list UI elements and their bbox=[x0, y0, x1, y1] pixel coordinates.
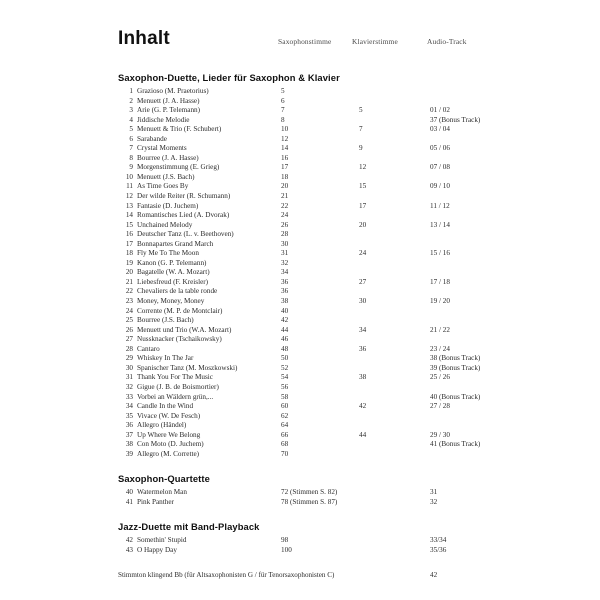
toc-entry bbox=[40, 393, 560, 403]
page-header bbox=[40, 28, 560, 62]
toc-entry bbox=[40, 211, 560, 221]
section-heading-duette: Saxophon-Duette, Lieder für Saxophon & Klavier bbox=[118, 72, 340, 83]
entry-title: Corrente (M. P. de Montclair) bbox=[137, 306, 223, 315]
entry-number: 37 bbox=[125, 430, 133, 439]
entry-title: Menuett (J.S. Bach) bbox=[137, 172, 195, 181]
entry-audio-track: 17 / 18 bbox=[430, 277, 450, 286]
entry-saxophone-page: 30 bbox=[281, 239, 289, 248]
entry-saxophone-page: 58 bbox=[281, 392, 289, 401]
toc-entry bbox=[40, 173, 560, 183]
entry-number: 20 bbox=[125, 268, 133, 277]
entry-saxophone-page: 68 bbox=[281, 440, 289, 449]
entry-title: Spanischer Tanz (M. Moszkowski) bbox=[137, 363, 238, 372]
entry-saxophone-page: 8 bbox=[281, 115, 285, 124]
entry-title: Deutscher Tanz (L. v. Beethoven) bbox=[137, 230, 234, 239]
entry-piano-page: 9 bbox=[359, 144, 363, 153]
toc-entry bbox=[40, 182, 560, 192]
entry-number: 8 bbox=[129, 153, 133, 162]
entry-list-duette bbox=[40, 87, 560, 459]
toc-entry bbox=[40, 268, 560, 278]
entry-audio-track: 35/36 bbox=[430, 545, 447, 554]
entry-number: 32 bbox=[125, 382, 133, 391]
entry-audio-track: 39 (Bonus Track) bbox=[430, 363, 481, 372]
entry-saxophone-page: 42 bbox=[281, 316, 289, 325]
entry-title: Der wilde Reiter (R. Schumann) bbox=[137, 192, 231, 201]
entry-audio-track: 01 / 02 bbox=[430, 106, 450, 115]
entry-number: 34 bbox=[125, 402, 133, 411]
entry-saxophone-page: 50 bbox=[281, 354, 289, 363]
entry-title: Sarabande bbox=[137, 134, 167, 143]
page-title: Inhalt bbox=[118, 28, 170, 49]
entry-audio-track: 40 (Bonus Track) bbox=[430, 392, 481, 401]
entry-title: Pink Panther bbox=[137, 497, 174, 506]
entry-title: Romantisches Lied (A. Dvorak) bbox=[137, 211, 230, 220]
entry-audio-track: 27 / 28 bbox=[430, 402, 450, 411]
entry-number: 22 bbox=[125, 287, 133, 296]
entry-number: 6 bbox=[129, 134, 133, 143]
entry-number: 21 bbox=[125, 277, 133, 286]
toc-entry bbox=[40, 249, 560, 259]
entry-audio-track: 19 / 20 bbox=[430, 297, 450, 306]
entry-saxophone-page: 6 bbox=[281, 96, 285, 105]
toc-entry bbox=[40, 202, 560, 212]
entry-number: 30 bbox=[125, 363, 133, 372]
entry-audio-track: 23 / 24 bbox=[430, 344, 450, 353]
entry-title: Vorbei an Wäldern grün,... bbox=[137, 392, 214, 401]
entry-number: 29 bbox=[125, 354, 133, 363]
toc-entry bbox=[40, 345, 560, 355]
toc-entry bbox=[40, 240, 560, 250]
entry-number: 33 bbox=[125, 392, 133, 401]
entry-number: 13 bbox=[125, 201, 133, 210]
entry-piano-page: 24 bbox=[359, 249, 367, 258]
toc-entry bbox=[40, 326, 560, 336]
entry-number: 10 bbox=[125, 172, 133, 181]
toc-entry bbox=[40, 106, 560, 116]
toc-entry bbox=[40, 383, 560, 393]
entry-title: Up Where We Belong bbox=[137, 430, 201, 439]
entry-audio-track: 07 / 08 bbox=[430, 163, 450, 172]
entry-title: Bonnapartes Grand March bbox=[137, 239, 214, 248]
entry-piano-page: 12 bbox=[359, 163, 367, 172]
entry-saxophone-page: 100 bbox=[281, 545, 292, 554]
entry-title: Whiskey In The Jar bbox=[137, 354, 194, 363]
footnote-row bbox=[40, 571, 560, 581]
entry-saxophone-page: 64 bbox=[281, 421, 289, 430]
entry-audio-track: 29 / 30 bbox=[430, 430, 450, 439]
toc-entry bbox=[40, 230, 560, 240]
toc-entry bbox=[40, 116, 560, 126]
entry-number: 5 bbox=[129, 125, 133, 134]
entry-number: 27 bbox=[125, 335, 133, 344]
entry-title: Fly Me To The Moon bbox=[137, 249, 199, 258]
column-header-piano: Klavierstimme bbox=[352, 37, 398, 46]
entry-saxophone-page: 26 bbox=[281, 220, 289, 229]
entry-title: O Happy Day bbox=[137, 545, 177, 554]
entry-number: 28 bbox=[125, 344, 133, 353]
column-header-audio: Audio-Track bbox=[427, 37, 467, 46]
toc-entry bbox=[40, 316, 560, 326]
entry-number: 38 bbox=[125, 440, 133, 449]
entry-number: 1 bbox=[129, 87, 133, 95]
toc-entry bbox=[40, 154, 560, 164]
entry-number: 14 bbox=[125, 211, 133, 220]
entry-title: Unchained Melody bbox=[137, 220, 193, 229]
toc-entry bbox=[40, 402, 560, 412]
entry-title: Morgenstimmung (E. Grieg) bbox=[137, 163, 220, 172]
toc-entry bbox=[40, 536, 560, 546]
entry-number: 16 bbox=[125, 230, 133, 239]
entry-title: Chevaliers de la table ronde bbox=[137, 287, 218, 296]
entry-piano-page: 44 bbox=[359, 430, 367, 439]
entry-saxophone-page: 54 bbox=[281, 373, 289, 382]
entry-audio-track: 09 / 10 bbox=[430, 182, 450, 191]
toc-entry bbox=[40, 412, 560, 422]
entry-audio-track: 41 (Bonus Track) bbox=[430, 440, 481, 449]
toc-entry bbox=[40, 163, 560, 173]
entry-number: 23 bbox=[125, 297, 133, 306]
entry-audio-track: 25 / 26 bbox=[430, 373, 450, 382]
entry-number: 4 bbox=[129, 115, 133, 124]
entry-saxophone-page: 22 bbox=[281, 201, 289, 210]
entry-audio-track: 37 (Bonus Track) bbox=[430, 115, 481, 124]
entry-saxophone-page: 36 bbox=[281, 287, 289, 296]
entry-saxophone-page: 7 bbox=[281, 106, 285, 115]
toc-entry bbox=[40, 373, 560, 383]
entry-title: Thank You For The Music bbox=[137, 373, 213, 382]
entry-title: Arie (G. P. Telemann) bbox=[137, 106, 201, 115]
entry-number: 17 bbox=[125, 239, 133, 248]
entry-number: 40 bbox=[125, 488, 133, 497]
entry-saxophone-page: 16 bbox=[281, 153, 289, 162]
entry-title: Grazioso (M. Praetorius) bbox=[137, 87, 209, 95]
entry-title: Bagatelle (W. A. Mozart) bbox=[137, 268, 210, 277]
footnote-audio-track: 42 bbox=[430, 570, 438, 579]
entry-saxophone-page: 98 bbox=[281, 536, 289, 545]
entry-title: Bourree (J.S. Bach) bbox=[137, 316, 194, 325]
toc-entry bbox=[40, 450, 560, 460]
toc-entry bbox=[40, 421, 560, 431]
section-heading-jazz-duette: Jazz-Duette mit Band-Playback bbox=[118, 521, 260, 533]
entry-number: 42 bbox=[125, 536, 133, 545]
entry-number: 36 bbox=[125, 421, 133, 430]
entry-saxophone-page: 62 bbox=[281, 411, 289, 420]
toc-entry bbox=[40, 335, 560, 345]
entry-saxophone-page: 52 bbox=[281, 363, 289, 372]
toc-entry bbox=[40, 97, 560, 107]
entry-number: 39 bbox=[125, 449, 133, 458]
entry-title: Con Moto (D. Juchem) bbox=[137, 440, 204, 449]
toc-entry bbox=[40, 144, 560, 154]
entry-title: Somethin' Stupid bbox=[137, 536, 187, 545]
entry-audio-track: 31 bbox=[430, 488, 438, 497]
entry-saxophone-page: 20 bbox=[281, 182, 289, 191]
entry-number: 3 bbox=[129, 106, 133, 115]
entry-title: Kanon (G. P. Telemann) bbox=[137, 258, 207, 267]
entry-saxophone-page: 60 bbox=[281, 402, 289, 411]
entry-number: 43 bbox=[125, 545, 133, 554]
entry-saxophone-page: 44 bbox=[281, 325, 289, 334]
entry-saxophone-page: 18 bbox=[281, 172, 289, 181]
entry-number: 18 bbox=[125, 249, 133, 258]
toc-entry bbox=[40, 307, 560, 317]
entry-title: Vivace (W. De Fesch) bbox=[137, 411, 201, 420]
entry-audio-track: 15 / 16 bbox=[430, 249, 450, 258]
entry-audio-track: 03 / 04 bbox=[430, 125, 450, 134]
entry-saxophone-page: 28 bbox=[281, 230, 289, 239]
entry-saxophone-page: 38 bbox=[281, 297, 289, 306]
toc-entry bbox=[40, 431, 560, 441]
entry-piano-page: 7 bbox=[359, 125, 363, 134]
entry-title: Money, Money, Money bbox=[137, 297, 205, 306]
footnote-text: Stimmton klingend Bb (für Altsaxophonisten G / für Tenorsaxophonisten C) bbox=[118, 570, 335, 579]
entry-title: Allegro (Händel) bbox=[137, 421, 187, 430]
entry-saxophone-page: 24 bbox=[281, 211, 289, 220]
toc-entry bbox=[40, 192, 560, 202]
entry-saxophone-page: 66 bbox=[281, 430, 289, 439]
entry-piano-page: 34 bbox=[359, 325, 367, 334]
entry-number: 26 bbox=[125, 325, 133, 334]
entry-number: 9 bbox=[129, 163, 133, 172]
entry-number: 2 bbox=[129, 96, 133, 105]
entry-saxophone-page: 46 bbox=[281, 335, 289, 344]
entry-number: 19 bbox=[125, 258, 133, 267]
entry-saxophone-page: 14 bbox=[281, 144, 289, 153]
entry-piano-page: 17 bbox=[359, 201, 367, 210]
toc-entry bbox=[40, 546, 560, 556]
entry-list-quartette bbox=[40, 488, 560, 507]
toc-entry bbox=[40, 278, 560, 288]
entry-audio-track: 21 / 22 bbox=[430, 325, 450, 334]
entry-saxophone-page: 32 bbox=[281, 258, 289, 267]
entry-saxophone-page: 72 (Stimmen S. 82) bbox=[281, 488, 338, 497]
entry-saxophone-page: 5 bbox=[281, 87, 285, 95]
toc-entry bbox=[40, 221, 560, 231]
entry-title: Bourree (J. A. Hasse) bbox=[137, 153, 199, 162]
entry-list-jazz-duette bbox=[40, 536, 560, 555]
entry-number: 24 bbox=[125, 306, 133, 315]
entry-title: Nussknacker (Tschaikowsky) bbox=[137, 335, 222, 344]
toc-entry bbox=[40, 364, 560, 374]
entry-number: 25 bbox=[125, 316, 133, 325]
entry-audio-track: 33/34 bbox=[430, 536, 447, 545]
entry-saxophone-page: 12 bbox=[281, 134, 289, 143]
entry-title: Crystal Moments bbox=[137, 144, 187, 153]
entry-piano-page: 15 bbox=[359, 182, 367, 191]
entry-saxophone-page: 48 bbox=[281, 344, 289, 353]
entry-audio-track: 38 (Bonus Track) bbox=[430, 354, 481, 363]
entry-saxophone-page: 21 bbox=[281, 192, 289, 201]
toc-entry bbox=[40, 125, 560, 135]
entry-saxophone-page: 17 bbox=[281, 163, 289, 172]
entry-saxophone-page: 40 bbox=[281, 306, 289, 315]
column-header-saxophone: Saxophonstimme bbox=[278, 37, 332, 46]
entry-piano-page: 30 bbox=[359, 297, 367, 306]
toc-entry bbox=[40, 87, 560, 97]
entry-audio-track: 11 / 12 bbox=[430, 201, 450, 210]
entry-title: Watermelon Man bbox=[137, 488, 187, 497]
entry-number: 7 bbox=[129, 144, 133, 153]
entry-saxophone-page: 56 bbox=[281, 382, 289, 391]
entry-title: Jiddische Melodie bbox=[137, 115, 190, 124]
entry-title: Fantasie (D. Juchem) bbox=[137, 201, 199, 210]
toc-entry bbox=[40, 287, 560, 297]
entry-audio-track: 13 / 14 bbox=[430, 220, 450, 229]
entry-number: 15 bbox=[125, 220, 133, 229]
entry-piano-page: 36 bbox=[359, 344, 367, 353]
toc-entry bbox=[40, 440, 560, 450]
entry-title: Menuett & Trio (F. Schubert) bbox=[137, 125, 222, 134]
toc-entry bbox=[40, 135, 560, 145]
entry-saxophone-page: 10 bbox=[281, 125, 289, 134]
entry-title: Liebesfreud (F. Kreisler) bbox=[137, 277, 209, 286]
entry-saxophone-page: 70 bbox=[281, 449, 289, 458]
toc-entry bbox=[40, 354, 560, 364]
toc-entry bbox=[40, 297, 560, 307]
entry-piano-page: 5 bbox=[359, 106, 363, 115]
entry-saxophone-page: 78 (Stimmen S. 87) bbox=[281, 497, 338, 506]
entry-title: Allegro (M. Corrette) bbox=[137, 449, 200, 458]
section-heading-quartette: Saxophon-Quartette bbox=[118, 473, 210, 485]
entry-title: As Time Goes By bbox=[137, 182, 189, 191]
entry-saxophone-page: 34 bbox=[281, 268, 289, 277]
entry-piano-page: 42 bbox=[359, 402, 367, 411]
entry-title: Cantaro bbox=[137, 344, 160, 353]
entry-piano-page: 20 bbox=[359, 220, 367, 229]
toc-entry bbox=[40, 498, 560, 508]
entry-saxophone-page: 31 bbox=[281, 249, 289, 258]
entry-piano-page: 27 bbox=[359, 277, 367, 286]
entry-audio-track: 32 bbox=[430, 497, 438, 506]
entry-piano-page: 38 bbox=[359, 373, 367, 382]
toc-entry bbox=[40, 259, 560, 269]
entry-title: Candle In the Wind bbox=[137, 402, 194, 411]
entry-title: Menuett und Trio (W.A. Mozart) bbox=[137, 325, 232, 334]
entry-title: Gigue (J. B. de Boismortier) bbox=[137, 382, 219, 391]
entry-audio-track: 05 / 06 bbox=[430, 144, 450, 153]
entry-number: 11 bbox=[126, 182, 133, 191]
toc-entry bbox=[40, 488, 560, 498]
entry-number: 31 bbox=[125, 373, 133, 382]
entry-saxophone-page: 36 bbox=[281, 277, 289, 286]
entry-number: 35 bbox=[125, 411, 133, 420]
entry-title: Menuett (J. A. Hasse) bbox=[137, 96, 200, 105]
entry-number: 41 bbox=[125, 497, 133, 506]
column-headers bbox=[40, 37, 560, 51]
entry-number: 12 bbox=[125, 192, 133, 201]
